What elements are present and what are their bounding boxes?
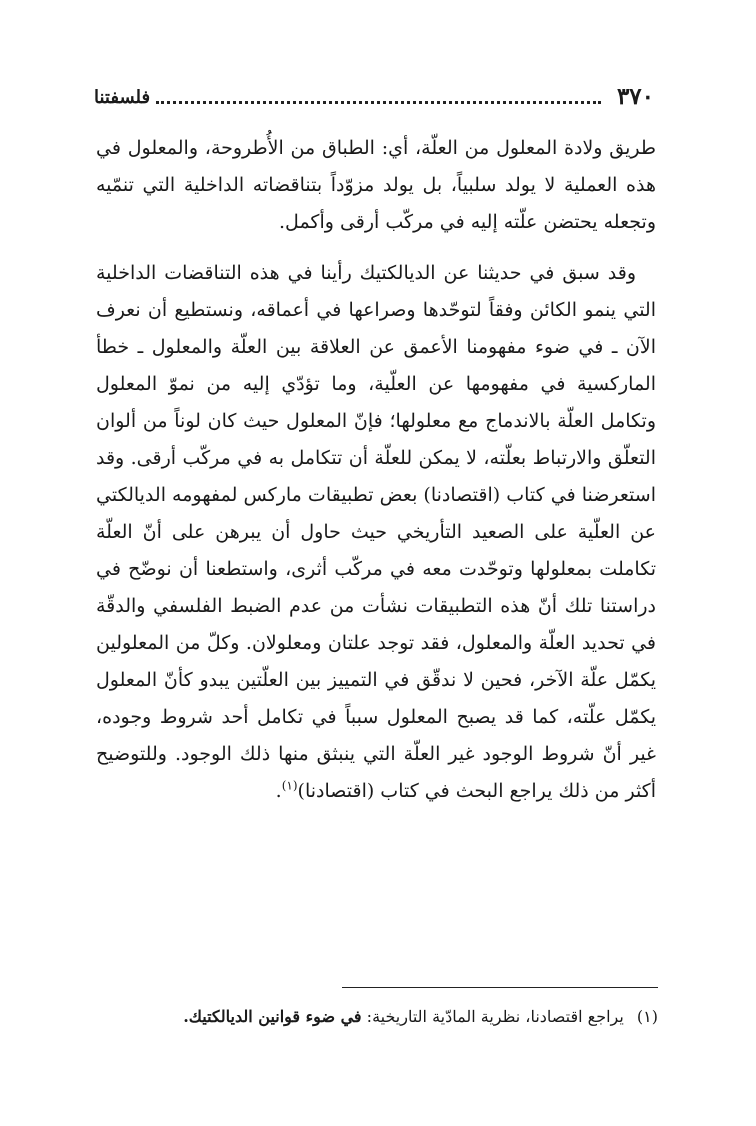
running-header xyxy=(94,76,654,112)
paragraph: طريق ولادة المعلول من العلّة، أي: الطباق من الأُطروحة، والمعلول في هذه العملية لا يولد سلبياً، بل يولد مزوّداً بتناقضاته الداخلية التي تنمّيه وتجعله يحتضن علّته إليه في مركّب أرقى وأكمل. xyxy=(96,137,656,233)
body-text xyxy=(96,130,656,810)
book-title: فلسفتنا xyxy=(94,87,151,108)
footnote-reference: (١) xyxy=(281,778,298,793)
header-dotted-leader xyxy=(156,101,601,104)
page-number: ٣٧٠ xyxy=(616,83,654,110)
footnote-divider xyxy=(342,987,658,988)
footnote-text: يراجع اقتصادنا، نظرية المادّية التاريخية: xyxy=(366,1007,624,1026)
footnote-book-title: في ضوء قوانين الديالكتيك. xyxy=(183,1007,362,1026)
footnote xyxy=(96,1003,658,1031)
footnote-marker: (١) xyxy=(636,1007,658,1026)
paragraph-text: وقد سبق في حديثنا عن الديالكتيك رأينا في هذه التناقضات الداخلية التي ينمو الكائن وفقاً لتوحّدها وصراعها في أعماقه، ونستطيع أن نعرف الآن ـ في ضوء مفهومنا الأعمق عن العلاقة بين العلّة والمعلول ـ خطأ الماركسية في مفهومها عن العلّية، وما تؤدّي إليه من نموّ المعلول وتكامل العلّة بالاندماج مع معلولها؛ فإنّ المعلول حيث كان لوناً من ألوان التعلّق والارتباط بعلّته، لا يمكن للعلّة أن تتكامل به في مركّب أرقى. وقد استعرضنا في كتاب (اقتصادنا) بعض تطبيقات ماركس لمفهومه الديالكتي عن العلّية على الصعيد التأريخي حيث حاول أن يبرهن على أنّ العلّة تكاملت بمعلولها وتوحّدت معه في مركّب أثرى، واستطعنا أن نوضّح في دراستنا تلك أنّ هذه التطبيقات نشأت من عدم الضبط الفلسفي والدقّة في تحديد العلّة والمعلول، فقد توجد علتان ومعلولان. وكلّ من المعلولين يكمّل علّة الآخر، فحين لا ندقّق في التمييز بين العلّتين يبدو كأنّ المعلول يكمّل علّته، كما قد يصبح المعلول سبباً في تكامل أحد شروط وجوده، غير أنّ شروط الوجود غير العلّة التي ينبثق منها ذلك الوجود. وللتوضيح أكثر من ذلك يراجع البحث في كتاب (اقتصادنا) xyxy=(96,262,656,802)
paragraph: وقد سبق في حديثنا عن الديالكتيك رأينا في هذه التناقضات الداخلية التي ينمو الكائن وفقاً لتوحّدها وصراعها في أعماقه، ونستطيع أن نعرف الآن ـ في ضوء مفهومنا الأعمق عن العلاقة بين العلّة والمعلول ـ خطأ الماركسية في مفهومها عن العلّية، وما تؤدّي إليه من نموّ المعلول وتكامل العلّة بالاندماج مع معلولها؛ فإنّ المعلول حيث كان لوناً من ألوان التعلّق والارتباط بعلّته، لا يمكن للعلّة أن تتكامل به في مركّب أرقى. وقد استعرضنا في كتاب (اقتصادنا) بعض تطبيقات ماركس لمفهومه الديالكتي عن العلّية على الصعيد التأريخي حيث حاول أن يبرهن على أنّ العلّة تكاملت بمعلولها وتوحّدت معه في مركّب أثرى، واستطعنا أن نوضّح في دراستنا تلك أنّ هذه التطبيقات نشأت من عدم الضبط الفلسفي والدقّة في تحديد العلّة والمعلول، فقد توجد علتان ومعلولان. وكلّ من المعلولين يكمّل علّة الآخر، فحين لا ندقّق في التمييز بين العلّتين يبدو كأنّ المعلول يكمّل علّته، كما قد يصبح المعلول سبباً في تكامل أحد شروط وجوده، غير أنّ شروط الوجود غير العلّة التي ينبثق منها ذلك الوجود. وللتوضيح أكثر من ذلك يراجع البحث في كتاب (اقتصادنا)$^{(١)}$. xyxy=(96,262,656,802)
